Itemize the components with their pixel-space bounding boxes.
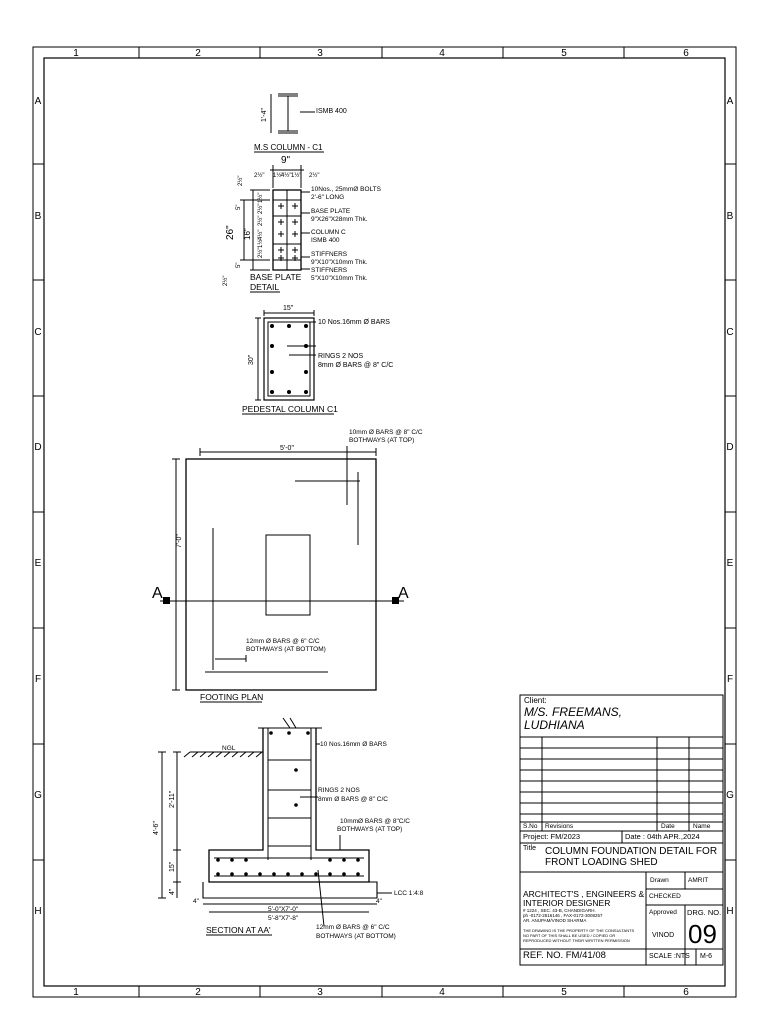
row-label-right: D [726, 442, 734, 453]
revision-sno-header: S.No [523, 823, 538, 830]
title-label: Title [523, 845, 536, 852]
base-plate-left-dims [236, 176, 264, 268]
disclaimer-1: THE DRAWING IS THE PROPERTY OF THE CONSULTANTS [523, 928, 635, 933]
section-title: SECTION AT AA' [206, 925, 271, 935]
firm-name-2: INTERIOR DESIGNER [523, 898, 611, 908]
svg-text:9"X10"X10mm Thk.: 9"X10"X10mm Thk. [311, 259, 368, 266]
section-dim-footing: 15" [169, 861, 176, 872]
section-lcc: LCC 1:4:8 [394, 890, 424, 897]
section-ngl: NGL [222, 745, 236, 752]
col-label-top: 6 [683, 48, 689, 59]
svg-text:2½": 2½" [258, 203, 264, 214]
approved-by: VINOD [652, 932, 675, 939]
section-top-note-2: BOTHWAYS (AT TOP) [337, 826, 403, 833]
section-top-note-1: 10mmØ BARS @ 8"C/C [340, 818, 410, 825]
section-mark-label-right: A [398, 585, 409, 602]
row-label-left: E [34, 558, 42, 569]
section-rings-note-1: RINGS 2 NOS [318, 787, 360, 794]
svg-text:4½": 4½" [258, 229, 264, 240]
reference-number: REF. NO. FM/41/08 [523, 950, 606, 961]
col-label-bottom: 4 [439, 987, 445, 998]
row-label-left: G [34, 790, 42, 801]
column-section-label: ISMB 400 [316, 108, 347, 115]
svg-text:1½": 1½" [273, 173, 284, 179]
col-label-top: 1 [73, 48, 79, 59]
ms-column-detail [271, 94, 315, 133]
row-label-left: A [34, 96, 42, 107]
row-label-right: F [726, 674, 734, 685]
pedestal-rings-note-2: 8mm Ø BARS @ 8" C/C [318, 362, 394, 369]
pedestal-bars [270, 324, 308, 394]
footing-bottom-note-1: 12mm Ø BARS @ 6" C/C [246, 638, 320, 645]
svg-text:1½": 1½" [291, 173, 302, 179]
footing-plan-title: FOOTING PLAN [200, 692, 264, 702]
pedestal-width-dim: 15" [283, 305, 294, 312]
drawn-by: AMRIT [688, 877, 709, 884]
svg-text:2½": 2½" [258, 215, 264, 226]
footing-bottom-note-2: BOTHWAYS (AT BOTTOM) [246, 646, 326, 653]
col-label-top: 3 [317, 48, 323, 59]
svg-text:2½": 2½" [258, 247, 264, 258]
section-dim-lcc: 4" [169, 888, 176, 895]
scale: SCALE :NTS [649, 953, 690, 960]
drawn-label: Drawn [650, 877, 669, 884]
svg-text:9"X26"X28mm Thk.: 9"X26"X28mm Thk. [311, 216, 368, 223]
approved-label: Approved [649, 909, 677, 916]
pedestal-rings-note-1: RINGS 2 NOS [318, 353, 364, 360]
row-label-right: C [726, 327, 734, 338]
client-label: Client: [524, 696, 547, 705]
section-dim-side-right: 4" [376, 898, 382, 905]
svg-text:1½": 1½" [258, 192, 264, 203]
section-dim-total: 4'-6" [153, 821, 160, 835]
client-name-1: M/S. FREEMANS, [524, 705, 623, 719]
revision-date-header: Date [661, 823, 675, 830]
base-plate-top-dims [254, 172, 319, 179]
base-plate-title-2: DETAIL [250, 282, 280, 292]
col-label-top: 4 [439, 48, 445, 59]
base-plate-drawing [240, 165, 310, 270]
svg-text:2½": 2½" [238, 175, 244, 186]
svg-text:2'-6" LONG: 2'-6" LONG [311, 194, 345, 201]
drawing-date: Date : 04th APR.,2024 [625, 832, 700, 841]
section-mark-left [163, 597, 170, 604]
section-dim-lcc-width: 5'-8"X7'-8" [268, 915, 299, 922]
base-plate-height-dim: 26" [225, 225, 236, 240]
section-bottom-note-2: BOTHWAYS (AT BOTTOM) [316, 933, 396, 940]
section-rings-note-2: 8mm Ø BARS @ 8" C/C [318, 796, 388, 803]
drawing-title-1: COLUMN FOUNDATION DETAIL FOR [545, 846, 718, 857]
svg-text:COLUMN C: COLUMN C [311, 229, 346, 236]
base-plate-bottom-dim: 2½" [223, 275, 229, 286]
base-plate-title-1: BASE PLATE [250, 272, 302, 282]
svg-text:ISMB 400: ISMB 400 [311, 237, 340, 244]
row-label-left: B [34, 211, 42, 222]
svg-text:STIFFNERS: STIFFNERS [311, 267, 348, 274]
col-label-top: 2 [195, 48, 201, 59]
base-plate-width-dim: 9" [281, 155, 291, 166]
col-label-bottom: 1 [73, 987, 79, 998]
drawing-title-2: FRONT LOADING SHED [545, 857, 658, 868]
row-label-left: D [34, 442, 42, 453]
svg-text:1½": 1½" [258, 237, 264, 248]
sheet-number: M-6 [700, 953, 713, 960]
base-plate-notes [311, 186, 382, 282]
column-height-dim: 1'-4" [261, 108, 268, 122]
checked-label: CHECKED [649, 893, 681, 900]
footing-top-note-1: 10mm Ø BARS @ 8" C/C [349, 429, 423, 436]
section-dim-footing-width: 5'-0"X7'-0" [268, 906, 299, 913]
firm-address-2: ph -0172-2616146 , FAX-0172-3008257 [523, 913, 603, 918]
firm-address-1: # 1224 , SEC. 43-B, CHANDIGARH. [523, 908, 596, 913]
section-bars [216, 731, 360, 876]
col-label-bottom: 5 [561, 987, 567, 998]
svg-text:BASE PLATE: BASE PLATE [311, 208, 351, 215]
disclaimer-2: NO PART OF THIS SHALL BE USED / COPIED OR [523, 933, 616, 938]
row-label-right: G [726, 790, 734, 801]
section-bars-note: 10 Nos.16mm Ø BARS [320, 741, 387, 748]
column-title: M.S COLUMN - C1 [254, 143, 323, 152]
col-label-top: 5 [561, 48, 567, 59]
disclaimer-3: REPRODUCED WITHOUT THEIR WRITTEN PERMISSION [523, 938, 630, 943]
drawing-number-label: DRG. NO. [687, 908, 722, 917]
svg-text:2½": 2½" [309, 173, 320, 179]
revision-header: Revisions [545, 823, 574, 830]
firm-address-3: AR. ANUPAM/VINOD SHARMA [523, 918, 587, 923]
section-dim-side: 4" [193, 898, 199, 905]
row-label-right: E [726, 558, 734, 569]
row-label-right: B [726, 211, 734, 222]
base-plate-side-dim: 16" [243, 228, 252, 240]
project-number: Project: FM/2023 [523, 832, 581, 841]
row-label-left: H [34, 906, 42, 917]
footing-top-note-2: BOTHWAYS (AT TOP) [349, 437, 415, 444]
footing-width-dim: 5'-0" [280, 445, 294, 452]
pedestal-title: PEDESTAL COLUMN C1 [242, 404, 338, 414]
row-label-left: F [34, 674, 42, 685]
svg-text:STIFFNERS: STIFFNERS [311, 251, 348, 258]
row-label-left: C [34, 327, 42, 338]
firm-name-1: ARCHITECT'S , ENGINEERS & [523, 889, 645, 899]
row-label-right: H [726, 906, 734, 917]
drawing-number: 09 [688, 919, 717, 949]
section-mark-label-left: A [152, 585, 163, 602]
pedestal-height-dim: 30" [248, 354, 255, 365]
section-dim-upper: 2'-11" [169, 790, 176, 808]
section-bottom-note-1: 12mm Ø BARS @ 6" C/C [316, 924, 390, 931]
client-name-2: LUDHIANA [524, 718, 585, 732]
col-label-bottom: 3 [317, 987, 323, 998]
pedestal-bars-note: 10 Nos.16mm Ø BARS [318, 319, 390, 326]
svg-text:5": 5" [236, 204, 242, 210]
svg-text:5"X10"X10mm Thk.: 5"X10"X10mm Thk. [311, 275, 368, 282]
svg-text:10Nos., 25mmØ BOLTS: 10Nos., 25mmØ BOLTS [311, 186, 381, 193]
svg-text:2½": 2½" [254, 173, 265, 179]
row-label-right: A [726, 96, 734, 107]
footing-height-dim: 7'-0" [176, 534, 183, 548]
pedestal-drawing [255, 310, 316, 400]
col-label-bottom: 6 [683, 987, 689, 998]
revision-name-header: Name [693, 823, 711, 830]
svg-text:4½": 4½" [281, 173, 292, 179]
col-label-bottom: 2 [195, 987, 201, 998]
footing-plan-drawing [160, 446, 404, 690]
bolt-marks [278, 203, 298, 261]
svg-text:5": 5" [236, 262, 242, 268]
